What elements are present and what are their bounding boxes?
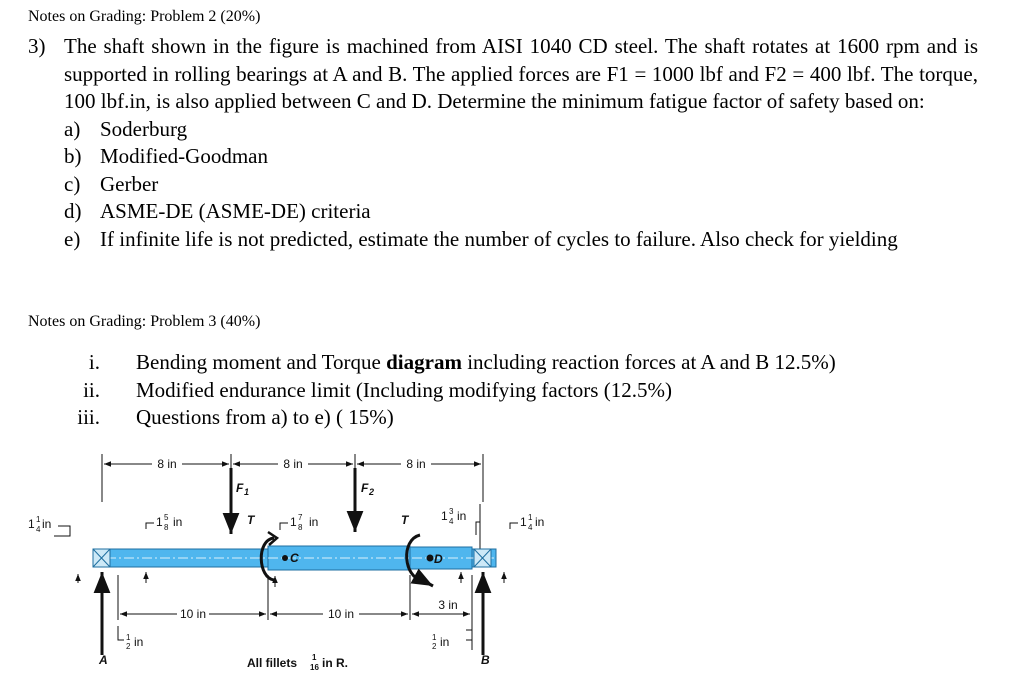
dim-label-3in: 3 in	[438, 598, 458, 612]
option-text: Modified-Goodman	[100, 144, 268, 168]
dia-mid-right-label: 1	[290, 515, 297, 529]
option-a	[64, 116, 978, 144]
bearing-a	[93, 549, 110, 567]
force-f1-label: F	[236, 481, 244, 495]
unit-in: in	[42, 517, 52, 531]
frac-num: 1	[36, 515, 41, 524]
torque-label-right: T	[401, 513, 409, 527]
point-c-label: C	[290, 551, 299, 565]
frac-den: 2	[126, 642, 131, 651]
dim-label-8in-1: 8 in	[157, 457, 177, 471]
unit-in: in	[134, 635, 144, 649]
option-c	[64, 171, 978, 199]
unit-in: in	[309, 515, 319, 529]
shaft-figure	[28, 450, 588, 675]
frac-num: 3	[449, 507, 454, 516]
bearing-b	[474, 549, 491, 567]
problem-text: The shaft shown in the figure is machined from AISI 1040 CD steel. The shaft rotates at 1600 rpm and is supported in rolling bearings at A and B. The applied forces are F1 = 1000 lbf and F2 = 400 lbf. The torque, 100 lbf.in, is also applied between C and D. Determine the minimum fatigue factor of safety based on:	[64, 34, 978, 113]
frac-den: 4	[36, 525, 41, 534]
point-a-label: A	[99, 653, 108, 667]
point-b-label: B	[481, 653, 490, 667]
option-b	[64, 143, 978, 171]
question-options	[28, 116, 978, 254]
roman-numeral: i.	[88, 350, 100, 374]
grading-item-2	[70, 377, 836, 405]
dia-mid-left-label: 1	[156, 515, 163, 529]
fillet-frac-num: 1	[312, 653, 317, 662]
force-f2-subscript: 2	[369, 487, 375, 497]
option-e	[64, 226, 978, 254]
dim-label-8in-2: 8 in	[283, 457, 303, 471]
frac-num: 7	[298, 513, 303, 522]
unit-in: in	[173, 515, 183, 529]
grading-item-3	[70, 404, 836, 432]
unit-in: in	[535, 515, 545, 529]
grading-text: Questions from a) to e) ( 15%)	[136, 405, 394, 429]
roman-numeral: iii.	[77, 405, 100, 429]
frac-num: 5	[164, 513, 169, 522]
option-label: c)	[64, 171, 81, 196]
dim-label-10in-2: 10 in	[327, 607, 355, 621]
frac-den: 4	[449, 517, 454, 526]
option-label: d)	[64, 199, 82, 223]
grading-text: Bending moment and Torque	[136, 350, 387, 374]
unit-in: in	[457, 509, 467, 523]
option-text: ASME-DE (ASME-DE) criteria	[100, 199, 371, 223]
option-text: If infinite life is not predicted, estimate the number of cycles to failure. Also check for yielding	[100, 226, 898, 251]
grading-item-1	[70, 349, 836, 377]
fillets-note: All fillets	[247, 656, 298, 670]
option-label: e)	[64, 226, 81, 251]
dia-left-label: 1	[28, 517, 35, 531]
fillet-frac-den: 16	[310, 663, 319, 672]
bottom-dimensions	[118, 575, 472, 650]
option-label: b)	[64, 144, 82, 168]
option-label: a)	[64, 116, 81, 141]
force-f2-label: F	[361, 481, 369, 495]
shaft	[88, 546, 518, 570]
frac-num: 1	[126, 633, 131, 642]
grading-bold-word: diagram	[386, 350, 462, 374]
force-f1-subscript: 1	[244, 487, 250, 497]
dim-label-10in-1: 10 in	[179, 607, 207, 621]
frac-den: 8	[298, 523, 303, 532]
dim-label-8in-3: 8 in	[406, 457, 426, 471]
problem-number: 3)	[28, 34, 46, 58]
point-d-label: D	[434, 552, 443, 566]
point-c-dot	[282, 555, 288, 561]
frac-num: 1	[528, 513, 533, 522]
problem-statement	[28, 33, 978, 253]
torque-label-left: T	[247, 513, 255, 527]
grading-notes-problem-2: Notes on Grading: Problem 2 (20%)	[28, 8, 261, 25]
grading-text: Modified endurance limit (Including modifying factors (12.5%)	[136, 377, 672, 402]
frac-den: 2	[432, 642, 437, 651]
small-ticks	[78, 572, 504, 587]
unit-in: in	[440, 635, 450, 649]
frac-den: 4	[528, 523, 533, 532]
frac-den: 8	[164, 523, 169, 532]
dia-right-shoulder-label: 1	[441, 509, 448, 523]
grading-text-end: including reaction forces at A and B 12.5%)	[461, 350, 836, 374]
option-d	[64, 198, 978, 226]
option-text: Soderburg	[100, 116, 188, 141]
grading-notes-problem-3: Notes on Grading: Problem 3 (40%)	[28, 313, 261, 330]
option-text: Gerber	[100, 171, 159, 196]
fillets-note-end: in R.	[322, 656, 348, 670]
roman-numeral: ii.	[83, 377, 100, 402]
frac-num: 1	[432, 633, 437, 642]
dia-right-label: 1	[520, 515, 527, 529]
point-d-dot	[427, 555, 434, 562]
grading-list	[70, 349, 836, 432]
